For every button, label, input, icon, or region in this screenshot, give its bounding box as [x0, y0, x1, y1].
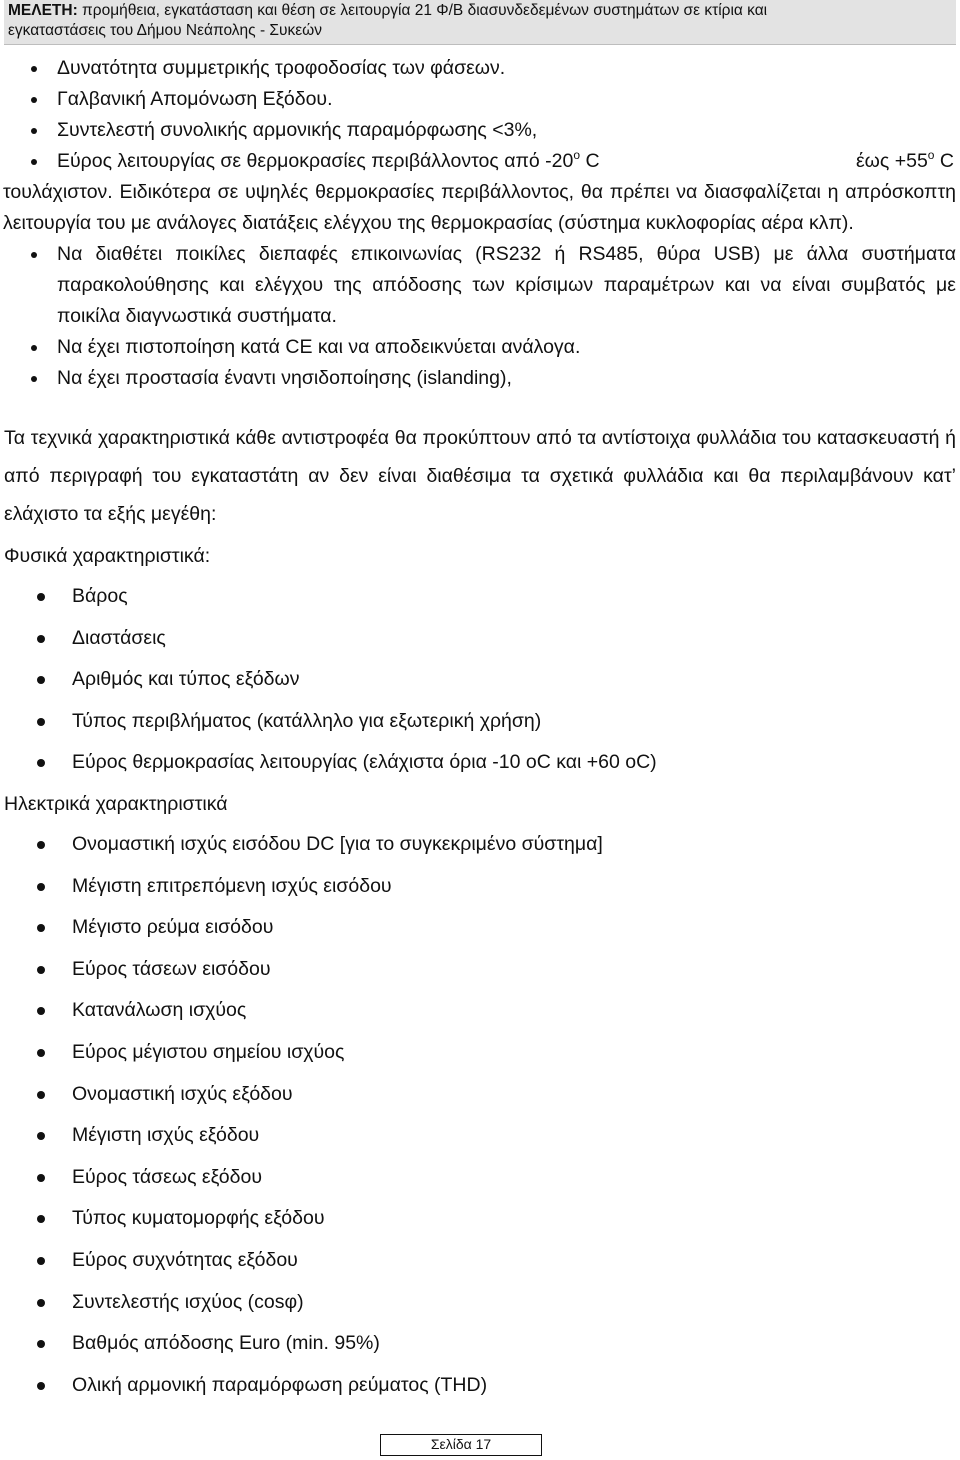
bullet-icon [37, 1132, 45, 1140]
electrical-characteristics-list [0, 824, 960, 1406]
list-item [0, 742, 960, 784]
list-item [0, 115, 960, 146]
physical-characteristics-list [0, 576, 960, 784]
bullet-icon [37, 883, 45, 891]
degree-symbol: ο [927, 148, 935, 162]
list-item-text: Μέγιστη ισχύς εξόδου [72, 1124, 260, 1147]
degree-symbol: ο [573, 148, 581, 162]
list-item [0, 1032, 960, 1074]
list-item [0, 1074, 960, 1116]
list-item-text: Να έχει πιστοποίηση κατά CE και να αποδεικνύεται ανάλογα. [57, 336, 581, 358]
bullet-icon [37, 1091, 45, 1099]
bullet-icon [37, 1257, 45, 1265]
temperature-note: τουλάχιστον. Ειδικότερα σε υψηλές θερμοκρασίες περιβάλλοντος, θα πρέπει να διασφαλίζεται η απρόσκοπτη λειτουργία του με ανάλογες διατάξεις ελέγχου της θερμοκρασίας (σύστημα κυκλοφορίας αέρα κλπ). [3, 181, 956, 234]
list-item-text: Μέγιστο ρεύμα εισόδου [72, 916, 274, 939]
temperature-from-text: Εύρος λειτουργίας σε θερμοκρασίες περιβάλλοντος από -20 [57, 150, 574, 172]
list-item [0, 701, 960, 743]
bullet-icon [31, 159, 37, 165]
list-item [0, 239, 960, 332]
temperature-unit: C [939, 150, 954, 172]
list-item [0, 907, 960, 949]
list-item-text: Δυνατότητα συμμετρικής τροφοδοσίας των φάσεων. [57, 57, 506, 79]
list-item-text: Ονομαστική ισχύς εισόδου DC [για το συγκεκριμένο σύστημα] [72, 833, 603, 855]
temperature-range-from [57, 146, 600, 177]
list-item [0, 1198, 960, 1240]
temperature-to-text: έως +55 [855, 150, 928, 172]
bullet-icon [37, 759, 45, 767]
list-item [0, 53, 960, 84]
list-item [0, 1157, 960, 1199]
bullet-icon [37, 718, 45, 726]
bullet-icon [37, 1340, 45, 1348]
header-title-part-1: προμήθεια, εγκατάσταση και θέση σε λειτουργία 21 Φ/Β διασυνδεδεμένων συστημάτων σε κτίρια και [77, 2, 768, 19]
body-paragraph: Τα τεχνικά χαρακτηριστικά κάθε αντιστροφέα θα προκύπτουν από τα αντίστοιχα φυλλάδια του κατασκευαστή ή από περιγραφή του εγκαταστάτη αν δεν είναι διαθέσιμα τα σχετικά φυλλάδια και θα περιλαμβάνουν κατ’ ελάχιστο τα εξής μεγέθη: [4, 427, 956, 525]
temperature-range-to [856, 146, 954, 177]
list-item-text: Συντελεστή συνολικής αρμονικής παραμόρφωσης <3%, [57, 119, 538, 141]
bullet-icon [31, 252, 37, 258]
list-item [0, 1240, 960, 1282]
bullet-icon [37, 924, 45, 932]
list-item [0, 84, 960, 115]
list-item [0, 332, 960, 363]
list-item-text: Εύρος θερμοκρασίας λειτουργίας (ελάχιστα όρια -10 οC και +60 oC) [72, 751, 657, 774]
list-item-text: Μέγιστη επιτρεπόμενη ισχύς εισόδου [72, 874, 392, 897]
bullet-icon [31, 128, 37, 134]
bullet-icon [37, 1215, 45, 1223]
list-item [0, 1282, 960, 1324]
bullet-icon [37, 1382, 45, 1390]
list-item [0, 618, 960, 660]
list-item-text: Αριθμός και τύπος εξόδων [72, 668, 300, 691]
list-item-text: Τύπος περιβλήματος (κατάλληλο για εξωτερική χρήση) [72, 709, 542, 732]
bullet-icon [37, 635, 45, 643]
list-item-text: Διαστάσεις [72, 626, 166, 649]
list-item-text: Εύρος τάσεων εισόδου [72, 957, 271, 980]
list-item [0, 363, 960, 394]
bullet-icon [31, 97, 37, 103]
list-item-text: Εύρος τάσεως εξόδου [72, 1165, 263, 1188]
list-item-text: Συντελεστής ισχύος (cosφ) [72, 1290, 304, 1313]
list-item [0, 866, 960, 908]
bullet-icon [37, 1299, 45, 1307]
header-label: ΜΕΛΕΤΗ: [8, 2, 78, 19]
bullet-icon [37, 593, 45, 601]
list-item-text: Κατανάλωση ισχύος [72, 999, 247, 1022]
bullet-icon [37, 841, 45, 849]
header-line-1 [8, 1, 952, 21]
list-item [0, 949, 960, 991]
electrical-characteristics-title: Ηλεκτρικά χαρακτηριστικά [4, 793, 228, 815]
bullet-icon [37, 676, 45, 684]
requirements-list [0, 53, 960, 394]
list-item-text: Εύρος μέγιστου σημείου ισχύος [72, 1040, 345, 1063]
physical-characteristics-title: Φυσικά χαρακτηριστικά: [4, 545, 211, 567]
bullet-icon [37, 1174, 45, 1182]
bullet-icon [37, 966, 45, 974]
page-number: Σελίδα 17 [380, 1434, 542, 1456]
list-item [0, 990, 960, 1032]
list-item-text: Τύπος κυματομορφής εξόδου [72, 1207, 325, 1230]
bullet-icon [37, 1007, 45, 1015]
bullet-icon [31, 66, 37, 72]
list-item-text: Ολική αρμονική παραμόρφωση ρεύματος (THD) [72, 1373, 488, 1396]
list-item-text: Βαθμός απόδοσης Euro (min. 95%) [72, 1332, 380, 1355]
list-item [0, 1115, 960, 1157]
list-item-text: Να διαθέτει ποικίλες διεπαφές επικοινωνίας (RS232 ή RS485, θύρα USB) με άλλα συστήματα παρακολούθησης και ελέγχου της απόδοσης των κρίσιμων παραμέτρων και να είναι συμβατός με ποικίλα διαγνωστικά συστήματα. [57, 243, 956, 327]
list-item-text: Γαλβανική Απομόνωση Εξόδου. [57, 88, 333, 110]
list-item-text: Βάρος [72, 585, 128, 607]
bullet-icon [31, 376, 37, 382]
list-item-text: Εύρος συχνότητας εξόδου [72, 1248, 298, 1271]
list-item [0, 659, 960, 701]
list-item-text: Ονομαστική ισχύς εξόδου [72, 1082, 293, 1105]
list-item [0, 824, 960, 866]
list-item [0, 576, 960, 618]
list-item-text: Να έχει προστασία έναντι νησιδοποίησης (islanding), [57, 367, 512, 389]
bullet-icon [37, 1049, 45, 1057]
list-item [0, 1323, 960, 1365]
list-item-temperature [0, 146, 960, 239]
temperature-unit: C [585, 150, 600, 172]
bullet-icon [31, 345, 37, 351]
header-title-part-2: εγκαταστάσεις του Δήμου Νεάπολης - Συκεών [8, 22, 322, 39]
temperature-range-line [57, 146, 956, 177]
list-item [0, 1365, 960, 1407]
document-header [4, 0, 956, 45]
